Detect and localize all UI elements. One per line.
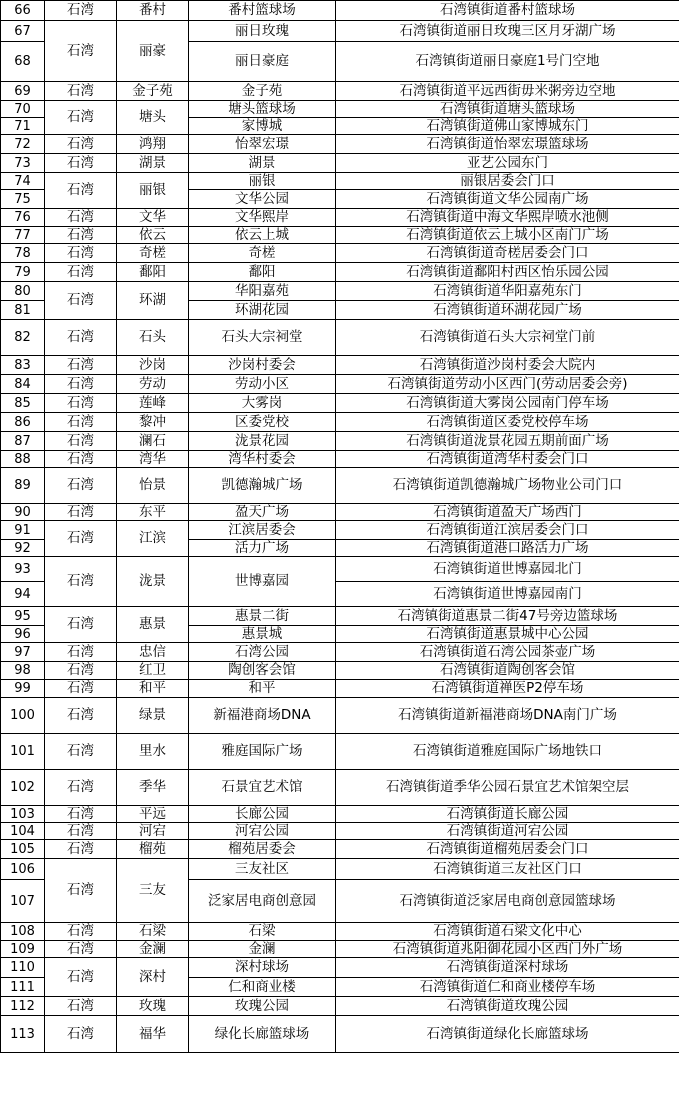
town-cell: 石湾 bbox=[45, 662, 117, 680]
no-cell: 75 bbox=[1, 190, 45, 209]
no-cell: 109 bbox=[1, 941, 45, 958]
address-cell: 石湾镇街道惠景城中心公园 bbox=[336, 626, 679, 643]
site-cell: 文华公园 bbox=[189, 190, 336, 209]
table-row bbox=[1, 244, 679, 263]
village-cell: 玫瑰 bbox=[117, 997, 189, 1016]
address-cell: 丽银居委会门口 bbox=[336, 173, 679, 190]
site-cell: 深村球场 bbox=[189, 958, 336, 978]
table-row bbox=[1, 734, 679, 770]
address-cell: 石湾镇街道三友社区门口 bbox=[336, 859, 679, 880]
town-cell: 石湾 bbox=[45, 263, 117, 282]
no-cell: 67 bbox=[1, 21, 45, 42]
site-cell: 新福港商场DNA bbox=[189, 698, 336, 734]
site-cell: 世博嘉园 bbox=[189, 557, 336, 607]
no-cell: 94 bbox=[1, 582, 45, 607]
address-cell: 石湾镇街道深村球场 bbox=[336, 958, 679, 978]
address-cell: 石湾镇街道佛山家博城东门 bbox=[336, 118, 679, 135]
no-cell: 113 bbox=[1, 1016, 45, 1053]
village-cell: 湾华 bbox=[117, 451, 189, 468]
site-cell: 三友社区 bbox=[189, 859, 336, 880]
no-cell: 66 bbox=[1, 1, 45, 21]
table-row bbox=[1, 557, 679, 582]
address-cell: 石湾镇街道劳动小区西门(劳动居委会旁) bbox=[336, 375, 679, 394]
address-cell: 石湾镇街道大雾岗公园南门停车场 bbox=[336, 394, 679, 413]
table-row bbox=[1, 958, 679, 978]
town-cell: 石湾 bbox=[45, 173, 117, 209]
address-cell: 石湾镇街道玫瑰公园 bbox=[336, 997, 679, 1016]
no-cell: 87 bbox=[1, 432, 45, 451]
address-cell: 石湾镇街道丽日玫瑰三区月牙湖广场 bbox=[336, 21, 679, 42]
table-row bbox=[1, 451, 679, 468]
site-table-body bbox=[1, 1, 679, 1053]
village-cell: 榴苑 bbox=[117, 840, 189, 859]
no-cell: 96 bbox=[1, 626, 45, 643]
village-cell: 劳动 bbox=[117, 375, 189, 394]
address-cell: 石湾镇街道榴苑居委会门口 bbox=[336, 840, 679, 859]
town-cell: 石湾 bbox=[45, 770, 117, 806]
village-cell: 石头 bbox=[117, 320, 189, 356]
town-cell: 石湾 bbox=[45, 941, 117, 958]
site-cell: 劳动小区 bbox=[189, 375, 336, 394]
no-cell: 86 bbox=[1, 413, 45, 432]
address-cell: 石湾镇街道环湖花园广场 bbox=[336, 301, 679, 320]
no-cell: 68 bbox=[1, 42, 45, 82]
village-cell: 江滨 bbox=[117, 521, 189, 557]
site-cell: 家博城 bbox=[189, 118, 336, 135]
village-cell: 平远 bbox=[117, 806, 189, 823]
no-cell: 83 bbox=[1, 356, 45, 375]
table-row bbox=[1, 282, 679, 301]
village-cell: 福华 bbox=[117, 1016, 189, 1053]
village-cell: 金子苑 bbox=[117, 82, 189, 101]
village-cell: 红卫 bbox=[117, 662, 189, 680]
site-cell: 活力广场 bbox=[189, 540, 336, 557]
no-cell: 76 bbox=[1, 209, 45, 227]
town-cell: 石湾 bbox=[45, 1, 117, 21]
site-cell: 沙岗村委会 bbox=[189, 356, 336, 375]
no-cell: 79 bbox=[1, 263, 45, 282]
address-cell: 石湾镇街道凯德瀚城广场物业公司门口 bbox=[336, 468, 679, 504]
no-cell: 93 bbox=[1, 557, 45, 582]
site-cell: 丽日玫瑰 bbox=[189, 21, 336, 42]
site-cell: 区委党校 bbox=[189, 413, 336, 432]
address-cell: 石湾镇街道石头大宗祠堂门前 bbox=[336, 320, 679, 356]
address-cell: 石湾镇街道湾华村委会门口 bbox=[336, 451, 679, 468]
town-cell: 石湾 bbox=[45, 320, 117, 356]
town-cell: 石湾 bbox=[45, 504, 117, 521]
address-cell: 亚艺公园东门 bbox=[336, 154, 679, 173]
no-cell: 106 bbox=[1, 859, 45, 880]
village-cell: 鸿翔 bbox=[117, 135, 189, 154]
town-cell: 石湾 bbox=[45, 1016, 117, 1053]
no-cell: 98 bbox=[1, 662, 45, 680]
town-cell: 石湾 bbox=[45, 958, 117, 997]
no-cell: 105 bbox=[1, 840, 45, 859]
village-cell: 金澜 bbox=[117, 941, 189, 958]
address-cell: 石湾镇街道泛家居电商创意园篮球场 bbox=[336, 880, 679, 923]
no-cell: 99 bbox=[1, 680, 45, 698]
site-cell: 金子苑 bbox=[189, 82, 336, 101]
village-cell: 黎冲 bbox=[117, 413, 189, 432]
address-cell: 石湾镇街道新福港商场DNA南门广场 bbox=[336, 698, 679, 734]
site-cell: 湾华村委会 bbox=[189, 451, 336, 468]
no-cell: 97 bbox=[1, 643, 45, 662]
no-cell: 73 bbox=[1, 154, 45, 173]
table-row bbox=[1, 413, 679, 432]
address-cell: 石湾镇街道惠景二街47号旁边篮球场 bbox=[336, 607, 679, 626]
table-row bbox=[1, 375, 679, 394]
site-cell: 凯德瀚城广场 bbox=[189, 468, 336, 504]
address-cell: 石湾镇街道仁和商业楼停车场 bbox=[336, 978, 679, 997]
village-cell: 番村 bbox=[117, 1, 189, 21]
no-cell: 89 bbox=[1, 468, 45, 504]
village-cell: 湖景 bbox=[117, 154, 189, 173]
town-cell: 石湾 bbox=[45, 521, 117, 557]
table-row bbox=[1, 468, 679, 504]
town-cell: 石湾 bbox=[45, 680, 117, 698]
town-cell: 石湾 bbox=[45, 432, 117, 451]
address-cell: 石湾镇街道季华公园石景宜艺术馆架空层 bbox=[336, 770, 679, 806]
site-cell: 石头大宗祠堂 bbox=[189, 320, 336, 356]
table-row bbox=[1, 209, 679, 227]
address-cell: 石湾镇街道石湾公园茶壶广场 bbox=[336, 643, 679, 662]
address-cell: 石湾镇街道怡翠宏璟篮球场 bbox=[336, 135, 679, 154]
no-cell: 88 bbox=[1, 451, 45, 468]
village-cell: 里水 bbox=[117, 734, 189, 770]
no-cell: 85 bbox=[1, 394, 45, 413]
village-cell: 环湖 bbox=[117, 282, 189, 320]
village-cell: 怡景 bbox=[117, 468, 189, 504]
site-cell: 绿化长廊篮球场 bbox=[189, 1016, 336, 1053]
site-cell: 江滨居委会 bbox=[189, 521, 336, 540]
table-row bbox=[1, 173, 679, 190]
town-cell: 石湾 bbox=[45, 375, 117, 394]
table-row bbox=[1, 263, 679, 282]
address-cell: 石湾镇街道塘头篮球场 bbox=[336, 101, 679, 118]
town-cell: 石湾 bbox=[45, 394, 117, 413]
address-cell: 石湾镇街道鄱阳村西区怡乐园公园 bbox=[336, 263, 679, 282]
town-cell: 石湾 bbox=[45, 806, 117, 823]
address-cell: 石湾镇街道泷景花园五期前面广场 bbox=[336, 432, 679, 451]
no-cell: 69 bbox=[1, 82, 45, 101]
site-cell: 环湖花园 bbox=[189, 301, 336, 320]
site-cell: 丽日豪庭 bbox=[189, 42, 336, 82]
site-cell: 怡翠宏璟 bbox=[189, 135, 336, 154]
table-row bbox=[1, 680, 679, 698]
town-cell: 石湾 bbox=[45, 21, 117, 82]
table-row bbox=[1, 521, 679, 540]
site-cell: 和平 bbox=[189, 680, 336, 698]
table-row bbox=[1, 101, 679, 118]
table-row bbox=[1, 1016, 679, 1053]
site-cell: 玫瑰公园 bbox=[189, 997, 336, 1016]
site-cell: 泛家居电商创意园 bbox=[189, 880, 336, 923]
no-cell: 104 bbox=[1, 823, 45, 840]
address-cell: 石湾镇街道禅医P2停车场 bbox=[336, 680, 679, 698]
address-cell: 石湾镇街道兆阳御花园小区西门外广场 bbox=[336, 941, 679, 958]
village-cell: 忠信 bbox=[117, 643, 189, 662]
site-cell: 长廊公园 bbox=[189, 806, 336, 823]
no-cell: 101 bbox=[1, 734, 45, 770]
site-cell: 文华熙岸 bbox=[189, 209, 336, 227]
table-row bbox=[1, 643, 679, 662]
town-cell: 石湾 bbox=[45, 451, 117, 468]
village-cell: 塘头 bbox=[117, 101, 189, 135]
address-cell: 石湾镇街道绿化长廊篮球场 bbox=[336, 1016, 679, 1053]
no-cell: 74 bbox=[1, 173, 45, 190]
address-cell: 石湾镇街道石梁文化中心 bbox=[336, 923, 679, 941]
village-cell: 绿景 bbox=[117, 698, 189, 734]
site-cell: 泷景花园 bbox=[189, 432, 336, 451]
table-row bbox=[1, 607, 679, 626]
site-cell: 大雾岗 bbox=[189, 394, 336, 413]
town-cell: 石湾 bbox=[45, 698, 117, 734]
no-cell: 80 bbox=[1, 282, 45, 301]
site-cell: 雅庭国际广场 bbox=[189, 734, 336, 770]
town-cell: 石湾 bbox=[45, 923, 117, 941]
no-cell: 102 bbox=[1, 770, 45, 806]
no-cell: 72 bbox=[1, 135, 45, 154]
site-cell: 仁和商业楼 bbox=[189, 978, 336, 997]
address-cell: 石湾镇街道丽日豪庭1号门空地 bbox=[336, 42, 679, 82]
site-cell: 惠景城 bbox=[189, 626, 336, 643]
table-row bbox=[1, 21, 679, 42]
site-cell: 河宕公园 bbox=[189, 823, 336, 840]
table-row bbox=[1, 432, 679, 451]
site-cell: 依云上城 bbox=[189, 227, 336, 244]
town-cell: 石湾 bbox=[45, 840, 117, 859]
town-cell: 石湾 bbox=[45, 997, 117, 1016]
no-cell: 90 bbox=[1, 504, 45, 521]
village-cell: 奇槎 bbox=[117, 244, 189, 263]
address-cell: 石湾镇街道依云上城小区南门广场 bbox=[336, 227, 679, 244]
table-row bbox=[1, 840, 679, 859]
village-cell: 丽银 bbox=[117, 173, 189, 209]
no-cell: 110 bbox=[1, 958, 45, 978]
address-cell: 石湾镇街道区委党校停车场 bbox=[336, 413, 679, 432]
village-cell: 东平 bbox=[117, 504, 189, 521]
address-cell: 石湾镇街道世博嘉园北门 bbox=[336, 557, 679, 582]
table-row bbox=[1, 859, 679, 880]
village-cell: 泷景 bbox=[117, 557, 189, 607]
site-cell: 石梁 bbox=[189, 923, 336, 941]
address-cell: 石湾镇街道世博嘉园南门 bbox=[336, 582, 679, 607]
no-cell: 95 bbox=[1, 607, 45, 626]
village-cell: 沙岗 bbox=[117, 356, 189, 375]
no-cell: 107 bbox=[1, 880, 45, 923]
no-cell: 70 bbox=[1, 101, 45, 118]
no-cell: 91 bbox=[1, 521, 45, 540]
address-cell: 石湾镇街道华阳嘉苑东门 bbox=[336, 282, 679, 301]
village-cell: 莲峰 bbox=[117, 394, 189, 413]
site-cell: 塘头篮球场 bbox=[189, 101, 336, 118]
site-cell: 石景宜艺术馆 bbox=[189, 770, 336, 806]
site-cell: 番村篮球场 bbox=[189, 1, 336, 21]
address-cell: 石湾镇街道陶创客会馆 bbox=[336, 662, 679, 680]
no-cell: 108 bbox=[1, 923, 45, 941]
town-cell: 石湾 bbox=[45, 468, 117, 504]
address-cell: 石湾镇街道沙岗村委会大院内 bbox=[336, 356, 679, 375]
village-cell: 惠景 bbox=[117, 607, 189, 643]
town-cell: 石湾 bbox=[45, 282, 117, 320]
address-cell: 石湾镇街道河宕公园 bbox=[336, 823, 679, 840]
no-cell: 78 bbox=[1, 244, 45, 263]
no-cell: 112 bbox=[1, 997, 45, 1016]
table-row bbox=[1, 504, 679, 521]
village-cell: 石梁 bbox=[117, 923, 189, 941]
site-cell: 华阳嘉苑 bbox=[189, 282, 336, 301]
no-cell: 84 bbox=[1, 375, 45, 394]
town-cell: 石湾 bbox=[45, 823, 117, 840]
town-cell: 石湾 bbox=[45, 557, 117, 607]
site-cell: 榴苑居委会 bbox=[189, 840, 336, 859]
address-cell: 石湾镇街道盈天广场西门 bbox=[336, 504, 679, 521]
table-row bbox=[1, 823, 679, 840]
site-cell: 湖景 bbox=[189, 154, 336, 173]
table-row bbox=[1, 227, 679, 244]
village-cell: 和平 bbox=[117, 680, 189, 698]
no-cell: 81 bbox=[1, 301, 45, 320]
village-cell: 三友 bbox=[117, 859, 189, 923]
site-cell: 陶创客会馆 bbox=[189, 662, 336, 680]
town-cell: 石湾 bbox=[45, 154, 117, 173]
table-row bbox=[1, 154, 679, 173]
town-cell: 石湾 bbox=[45, 244, 117, 263]
town-cell: 石湾 bbox=[45, 209, 117, 227]
village-cell: 深村 bbox=[117, 958, 189, 997]
town-cell: 石湾 bbox=[45, 356, 117, 375]
address-cell: 石湾镇街道文华公园南广场 bbox=[336, 190, 679, 209]
table-row bbox=[1, 997, 679, 1016]
site-cell: 惠景二街 bbox=[189, 607, 336, 626]
table-row bbox=[1, 1, 679, 21]
town-cell: 石湾 bbox=[45, 859, 117, 923]
no-cell: 103 bbox=[1, 806, 45, 823]
address-cell: 石湾镇街道长廊公园 bbox=[336, 806, 679, 823]
site-cell: 丽银 bbox=[189, 173, 336, 190]
table-row bbox=[1, 82, 679, 101]
table-row bbox=[1, 806, 679, 823]
address-cell: 石湾镇街道奇槎居委会门口 bbox=[336, 244, 679, 263]
table-row bbox=[1, 941, 679, 958]
town-cell: 石湾 bbox=[45, 82, 117, 101]
table-row bbox=[1, 698, 679, 734]
table-row bbox=[1, 923, 679, 941]
village-cell: 季华 bbox=[117, 770, 189, 806]
address-cell: 石湾镇街道港口路活力广场 bbox=[336, 540, 679, 557]
village-cell: 丽豪 bbox=[117, 21, 189, 82]
town-cell: 石湾 bbox=[45, 413, 117, 432]
address-cell: 石湾镇街道中海文华熙岸喷水池侧 bbox=[336, 209, 679, 227]
address-cell: 石湾镇街道雅庭国际广场地铁口 bbox=[336, 734, 679, 770]
town-cell: 石湾 bbox=[45, 227, 117, 244]
site-cell: 金澜 bbox=[189, 941, 336, 958]
village-cell: 河宕 bbox=[117, 823, 189, 840]
address-cell: 石湾镇街道番村篮球场 bbox=[336, 1, 679, 21]
town-cell: 石湾 bbox=[45, 607, 117, 643]
town-cell: 石湾 bbox=[45, 101, 117, 135]
table-row bbox=[1, 320, 679, 356]
village-cell: 鄱阳 bbox=[117, 263, 189, 282]
site-cell: 鄱阳 bbox=[189, 263, 336, 282]
village-cell: 澜石 bbox=[117, 432, 189, 451]
table-row bbox=[1, 662, 679, 680]
village-cell: 文华 bbox=[117, 209, 189, 227]
no-cell: 71 bbox=[1, 118, 45, 135]
address-cell: 石湾镇街道江滨居委会门口 bbox=[336, 521, 679, 540]
site-cell: 石湾公园 bbox=[189, 643, 336, 662]
table-row bbox=[1, 135, 679, 154]
no-cell: 92 bbox=[1, 540, 45, 557]
site-cell: 盈天广场 bbox=[189, 504, 336, 521]
town-cell: 石湾 bbox=[45, 135, 117, 154]
town-cell: 石湾 bbox=[45, 734, 117, 770]
no-cell: 100 bbox=[1, 698, 45, 734]
table-row bbox=[1, 356, 679, 375]
no-cell: 77 bbox=[1, 227, 45, 244]
village-cell: 依云 bbox=[117, 227, 189, 244]
town-cell: 石湾 bbox=[45, 643, 117, 662]
no-cell: 82 bbox=[1, 320, 45, 356]
table-row bbox=[1, 770, 679, 806]
site-cell: 奇槎 bbox=[189, 244, 336, 263]
address-cell: 石湾镇街道平远西街毋米粥旁边空地 bbox=[336, 82, 679, 101]
no-cell: 111 bbox=[1, 978, 45, 997]
table-row bbox=[1, 394, 679, 413]
